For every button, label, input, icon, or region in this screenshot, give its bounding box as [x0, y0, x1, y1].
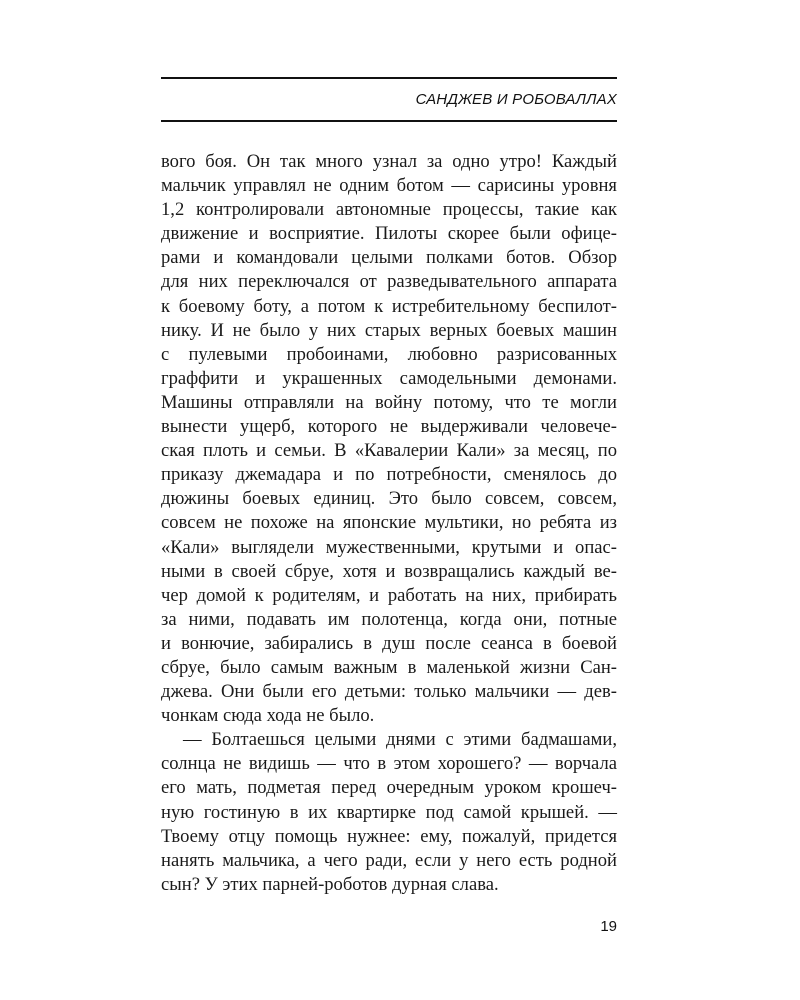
text-line: сбруе, было самым важным в маленькой жизни Сан- — [161, 656, 617, 678]
text-line: приказу джемадара и по потребности, сменялось до — [161, 464, 617, 486]
text-line: «Кали» выглядели мужественными, крутыми и опас- — [161, 536, 617, 558]
text-line: совсем не похоже на японские мультики, но ребята из — [161, 512, 617, 534]
text-line: чонкам сюда хода не было. — [161, 705, 375, 727]
text-line: рами и командовали целыми полками ботов. Обзор — [161, 247, 617, 269]
text-line: ную гостиную в их квартирке под самой крышей. — — [161, 801, 617, 823]
text-line: — Болтаешься целыми днями с этими бадмашами, — [183, 729, 617, 751]
header-rule-top — [161, 77, 617, 79]
running-title: САНДЖЕВ И РОБОВАЛЛАХ — [415, 91, 617, 108]
text-line: сын? У этих парней-роботов дурная слава. — [161, 873, 499, 895]
text-line: чер домой к родителям, и работать на них, прибирать — [161, 584, 617, 606]
text-line: вого боя. Он так много узнал за одно утро! Каждый — [161, 151, 617, 172]
text-line: солнца не видишь — что в этом хорошего? — ворчала — [161, 753, 617, 775]
text-line: вынести ущерб, которого не выдерживали человече- — [161, 416, 617, 438]
text-line: движение и восприятие. Пилоты скорее были офице- — [161, 223, 617, 245]
body-text — [161, 150, 617, 897]
header-rule-bottom — [161, 120, 617, 122]
text-line: Твоему отцу помощь нужнее: ему, пожалуй, придется — [161, 825, 617, 847]
page-number: 19 — [600, 918, 617, 935]
text-line: мальчик управлял не одним ботом — сарисины уровня — [161, 175, 617, 197]
text-line: его мать, подметая перед очередным уроком крошеч- — [161, 777, 617, 799]
paragraph — [161, 150, 617, 728]
text-line: джева. Они были его детьми: только мальчики — дев- — [161, 681, 617, 703]
text-line: к боевому боту, а потом к истребительному беспилот- — [161, 295, 617, 317]
text-line: 1,2 контролировали автономные процессы, такие как — [161, 199, 617, 221]
text-line: ская плоть и семьи. В «Кавалерии Кали» за месяц, по — [161, 440, 617, 462]
text-line: дюжины боевых единиц. Это было совсем, совсем, — [161, 488, 617, 510]
text-line: граффити и украшенных самодельными демонами. — [161, 367, 617, 389]
paragraph — [161, 728, 617, 897]
text-line: для них переключался от разведывательного аппарата — [161, 271, 617, 293]
text-line: нику. И не было у них старых верных боевых машин — [161, 319, 617, 341]
text-line: Машины отправляли на войну потому, что те могли — [161, 391, 617, 413]
text-line: нанять мальчика, а чего ради, если у него есть родной — [161, 849, 617, 871]
text-line: ными в своей сбруе, хотя и возвращались каждый ве- — [161, 560, 617, 582]
text-line: с пулевыми пробоинами, любовно разрисованных — [161, 343, 617, 365]
text-line: и вонючие, забирались в душ после сеанса в боевой — [161, 632, 617, 654]
text-line: за ними, подавать им полотенца, когда они, потные — [161, 608, 617, 630]
